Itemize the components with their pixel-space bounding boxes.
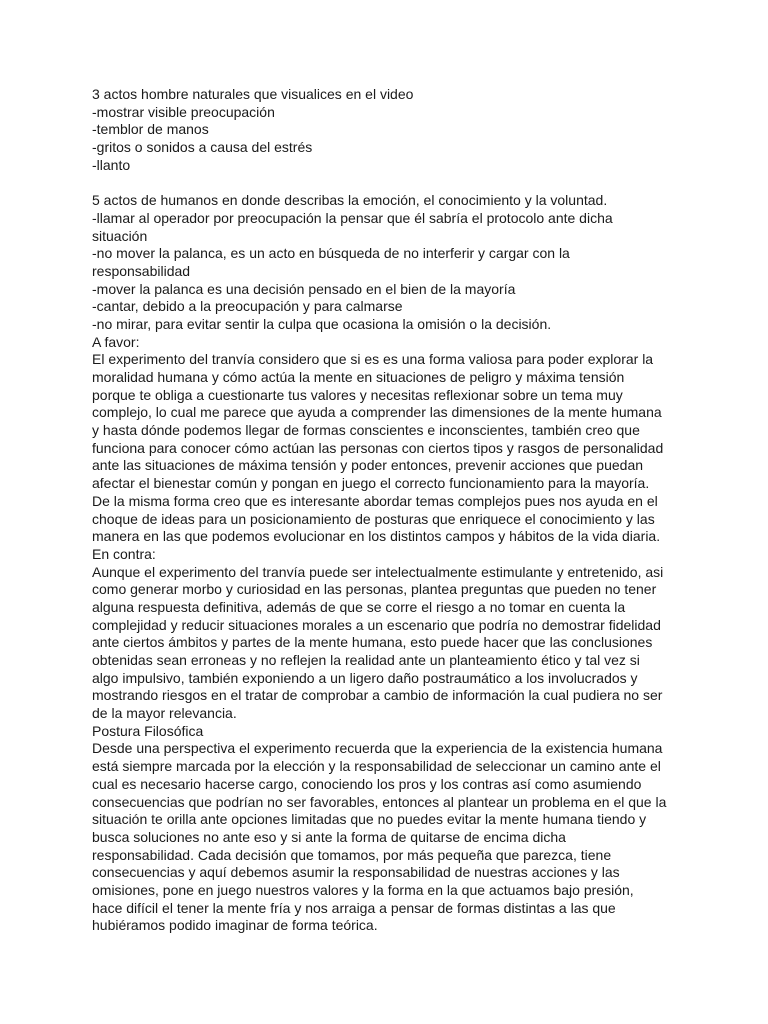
human-acts-section — [92, 192, 692, 334]
text-line: -cantar, debido a la preocupación y para calmarse — [92, 298, 403, 315]
text-line: obtenidas sean erroneas y no reflejen la realidad ante un planteamiento ético y tal vez si — [92, 652, 640, 668]
text-line: ante las situaciones de máxima tensión y poder entonces, prevenir acciones que puedan — [92, 457, 644, 474]
text-line: -mover la palanca es una decisión pensado en el bien de la mayoría — [92, 280, 516, 297]
text-line: Desde una perspectiva el experimento recuerda que la experiencia de la existencia humana — [92, 740, 663, 757]
text-line: -no mirar, para evitar sentir la culpa que ocasiona la omisión o la decisión. — [92, 315, 552, 332]
text-line: -no mover la palanca, es un acto en búsqueda de no interferir y cargar con la — [92, 245, 570, 262]
list-item: -temblor de manos — [92, 121, 209, 138]
in-favor-section — [92, 334, 692, 546]
text-line: moralidad humana y cómo actúa la mente en situaciones de peligro y máxima tensión — [92, 369, 625, 385]
natural-acts-section — [92, 86, 692, 174]
text-line: responsabilidad — [92, 262, 191, 279]
natural-acts-heading: 3 actos hombre naturales que visualices en el video — [92, 86, 414, 102]
list-item: -mostrar visible preocupación — [92, 103, 275, 120]
text-line: consecuencias que podrían no ser favorables, entonces al plantear un problema en el que la — [92, 793, 667, 810]
text-line: El experimento del tranvía considero que si es es una forma valiosa para poder explorar la — [92, 351, 654, 368]
text-line: busca soluciones no ante eso y si ante la forma de quitarse de encima dicha — [92, 828, 566, 845]
human-acts-heading: 5 actos de humanos en donde describas la emoción, el conocimiento y la voluntad. — [92, 192, 608, 209]
text-line: mostrando riesgos en el tratar de comprobar a cambio de información la cual pudiera no ser — [92, 687, 663, 704]
in-favor-heading: A favor: — [92, 333, 140, 350]
text-line: choque de ideas para un posicionamiento de posturas que enriquece el conocimiento y las — [92, 510, 655, 527]
text-line: y hasta dónde podemos llegar de formas conscientes e inconscientes, también creo que — [92, 422, 640, 439]
text-line: complejidad y reducir situaciones morales a un escenario que podría no demostrar fidelidad — [92, 616, 661, 633]
list-item: -llanto — [92, 156, 131, 173]
text-line: alguna respuesta definitiva, además de que se corre el riesgo a no tomar en cuenta la — [92, 598, 626, 615]
text-line: consecuencias y aquí debemos asumir la responsabilidad de nuestras acciones y las — [92, 864, 620, 881]
text-line: Aunque el experimento del tranvía puede ser intelectualmente estimulante y entretenido, asi — [92, 563, 664, 580]
against-section — [92, 546, 692, 723]
text-line: complejo, lo cual me parece que ayuda a comprender las dimensiones de la mente humana — [92, 404, 662, 421]
text-line: funciona para conocer cómo actúan las personas con ciertos tipos y rasgos de personalidad — [92, 439, 664, 456]
document-page — [92, 86, 692, 935]
text-line: hace difícil el tener la mente fría y nos arraiga a pensar de formas distintas a las que — [92, 899, 616, 916]
philosophical-heading: Postura Filosófica — [92, 722, 204, 739]
text-line: algo impulsivo, también exponiendo a un ligero daño postraumático a los involucrados y — [92, 669, 638, 686]
text-line: manera en las que podemos evolucionar en los distintos campos y hábitos de la vida diaria. — [92, 528, 661, 545]
text-line: responsabilidad. Cada decisión que tomamos, por más pequeña que parezca, tiene — [92, 846, 612, 863]
text-line: afectar el bienestar común y pongan en juego el correcto funcionamiento para la mayoría. — [92, 475, 650, 492]
text-line: de la mayor relevancia. — [92, 705, 237, 722]
philosophical-section — [92, 723, 692, 935]
list-item: -gritos o sonidos a causa del estrés — [92, 139, 313, 156]
text-line: omisiones, pone en juego nuestros valores y la forma en la que actuamos bajo presión, — [92, 881, 634, 898]
text-line: situación te orilla ante opciones limitadas que no puedes evitar la mente humana tiendo y — [92, 811, 647, 828]
text-line: como generar morbo y curiosidad en las personas, plantea preguntas que pueden no tener — [92, 581, 657, 598]
text-line: hubiéramos podido imaginar de forma teórica. — [92, 917, 378, 934]
text-line: ante ciertos ámbitos y partes de la mente humana, esto puede hacer que las conclusiones — [92, 634, 653, 651]
against-heading: En contra: — [92, 545, 156, 562]
text-line: está siempre marcada por la elección y la responsabilidad de seleccionar un camino ante el — [92, 758, 661, 775]
text-line: cual es necesario hacerse cargo, conociendo los pros y los contras así como asumiendo — [92, 775, 642, 792]
blank-line — [92, 174, 692, 192]
text-line: De la misma forma creo que es interesante abordar temas complejos pues nos ayuda en el — [92, 492, 658, 509]
text-line: situación — [92, 227, 148, 244]
text-line: porque te obliga a cuestionarte tus valores y necesitas reflexionar sobre un tema muy — [92, 386, 623, 403]
text-line: -llamar al operador por preocupación la pensar que él sabría el protocolo ante dicha — [92, 209, 613, 226]
